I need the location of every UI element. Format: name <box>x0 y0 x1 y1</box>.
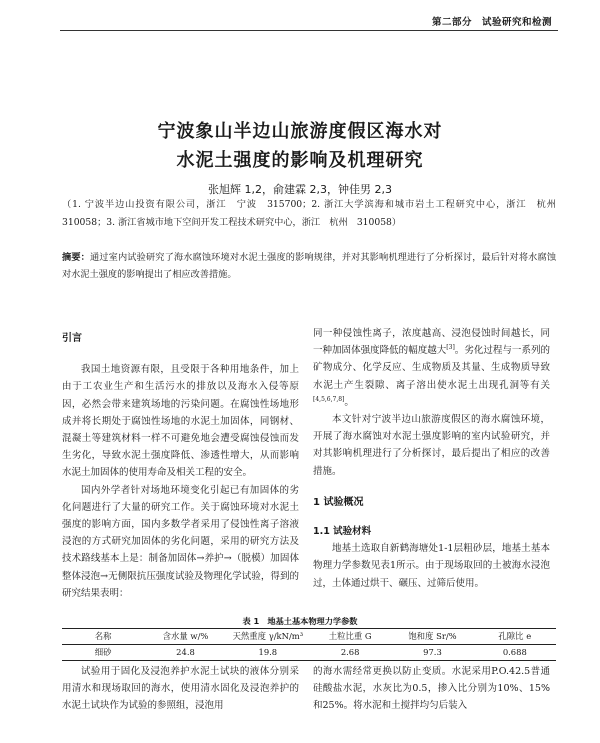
running-header: 第二部分 试验研究和检测 <box>431 17 552 28</box>
section-1-heading: 1 试验概况 <box>313 496 364 508</box>
table-header-cell: 土粒比重 G <box>328 631 372 641</box>
bottom-left-paragraph: 试验用于固化及浸泡养护水泥土试块的液体分别采用清水和现场取回的海水，使用清水固化及浸泡养护的水泥土试块作为试验的参照组，浸泡用 <box>62 666 299 712</box>
table-caption: 表 1 地基土基本物理力学参数 <box>242 616 358 626</box>
table-header-row <box>62 629 556 645</box>
table-cell: 19.8 <box>258 647 278 657</box>
table-row <box>62 645 556 660</box>
right-column <box>313 325 550 592</box>
section-1-1-paragraph: 地基土选取自新鹤海塘处1-1层粗砂层，地基土基本物理力学参数见表1所示。由于现场取回的土被海水浸泡过，土体通过烘干、碾压、过筛后使用。 <box>313 543 550 589</box>
table-header-cell: 含水量 w/% <box>162 631 209 641</box>
bottom-right-paragraph: 的海水需经常更换以防止变质。水泥采用P.O.42.5普通硅酸盐水泥，水灰比为0.5，掺入比分别为10%、15%和25%。将水泥和土搅拌均匀后装入 <box>313 666 550 712</box>
right-paragraph-2: 本文针对宁波半边山旅游度假区的海水腐蚀环境，开展了海水腐蚀对水泥土强度影响的室内试验研究，并对其影响机理进行了分析探讨，最后提出了相应的改善措施。 <box>313 414 550 477</box>
table-header-cell: 饱和度 Sr/% <box>408 631 457 641</box>
title-line-2: 水泥土强度的影响及机理研究 <box>176 150 424 171</box>
abstract <box>62 249 556 283</box>
table-cell: 97.3 <box>423 647 442 657</box>
table-cell: 24.8 <box>176 647 195 657</box>
table-header-cell: 名称 <box>94 631 112 641</box>
abstract-label: 摘要： <box>62 252 90 263</box>
intro-heading: 引言 <box>62 333 82 344</box>
parameter-table <box>62 628 556 661</box>
title-line-1: 宁波象山半边山旅游度假区海水对 <box>157 121 443 142</box>
table-header-cell: 天然重度 γ/kN/m³ <box>232 631 304 641</box>
right-paragraph-1: 同一种侵蚀性离子，浓度越高、浸泡侵蚀时间越长，同一种加固体强度降低的幅度越大[3]。劣化过程与一系列的矿物成分、化学反应、生成物质及其量、生成物质导致水泥土产生裂隙、离子溶出使水泥土出现孔洞等有关[4,5,6,7,8]。 <box>313 328 550 408</box>
left-column <box>62 330 299 602</box>
table-cell: 2.68 <box>340 647 360 657</box>
table-header-cell: 孔隙比 e <box>498 631 532 641</box>
abstract-text: 通过室内试验研究了海水腐蚀环境对水泥土强度的影响规律，并对其影响机理进行了分析探讨，最后针对将水腐蚀对水泥土强度的影响提出了相应改善措施。 <box>62 252 557 280</box>
header-rule <box>60 30 558 31</box>
affiliations: （1. 宁波半边山投资有限公司，浙江 宁波 315700；2. 浙江大学滨海和城市岩土工程研究中心，浙江 杭州 310058；3. 浙江省城市地下空间开发工程技术研究中心，浙江 杭州 310058） <box>62 199 566 228</box>
authors: 张旭辉 1,2，俞建霖 2,3，钟佳男 2,3 <box>208 183 392 196</box>
intro-paragraph-1: 我国土地资源有限，且受限于各种用地条件，加上由于工农业生产和生活污水的排放以及海水入侵等原因，必然会带来建筑场地的污染问题。在腐蚀性场地形成并将长期处于腐蚀性场地的水泥土加固体，同钢材、混凝土等建筑材料一样不可避免地会遭受腐蚀侵蚀而发生劣化，导致水泥土强度降低、渗透性增大，从而影响水泥土加固体的使用寿命及相关工程的安全。 <box>62 364 299 479</box>
table-cell: 细砂 <box>94 647 112 657</box>
table-cell: 0.688 <box>502 647 527 657</box>
intro-paragraph-2: 国内外学者针对场地环境变化引起已有加固体的劣化问题进行了大量的研究工作。关于腐蚀环境对水泥土强度的影响方面，国内多数学者采用了侵蚀性离子溶液浸泡的方式研究加固体的劣化问题，采用的研究方法及技术路线基本上是：制备加固体→养护→（脱模）加固体整体浸泡→无侧限抗压强度试验及物理化学试验，得到的研究结果表明： <box>62 484 299 599</box>
section-1-1-heading: 1.1 试验材料 <box>313 526 372 538</box>
